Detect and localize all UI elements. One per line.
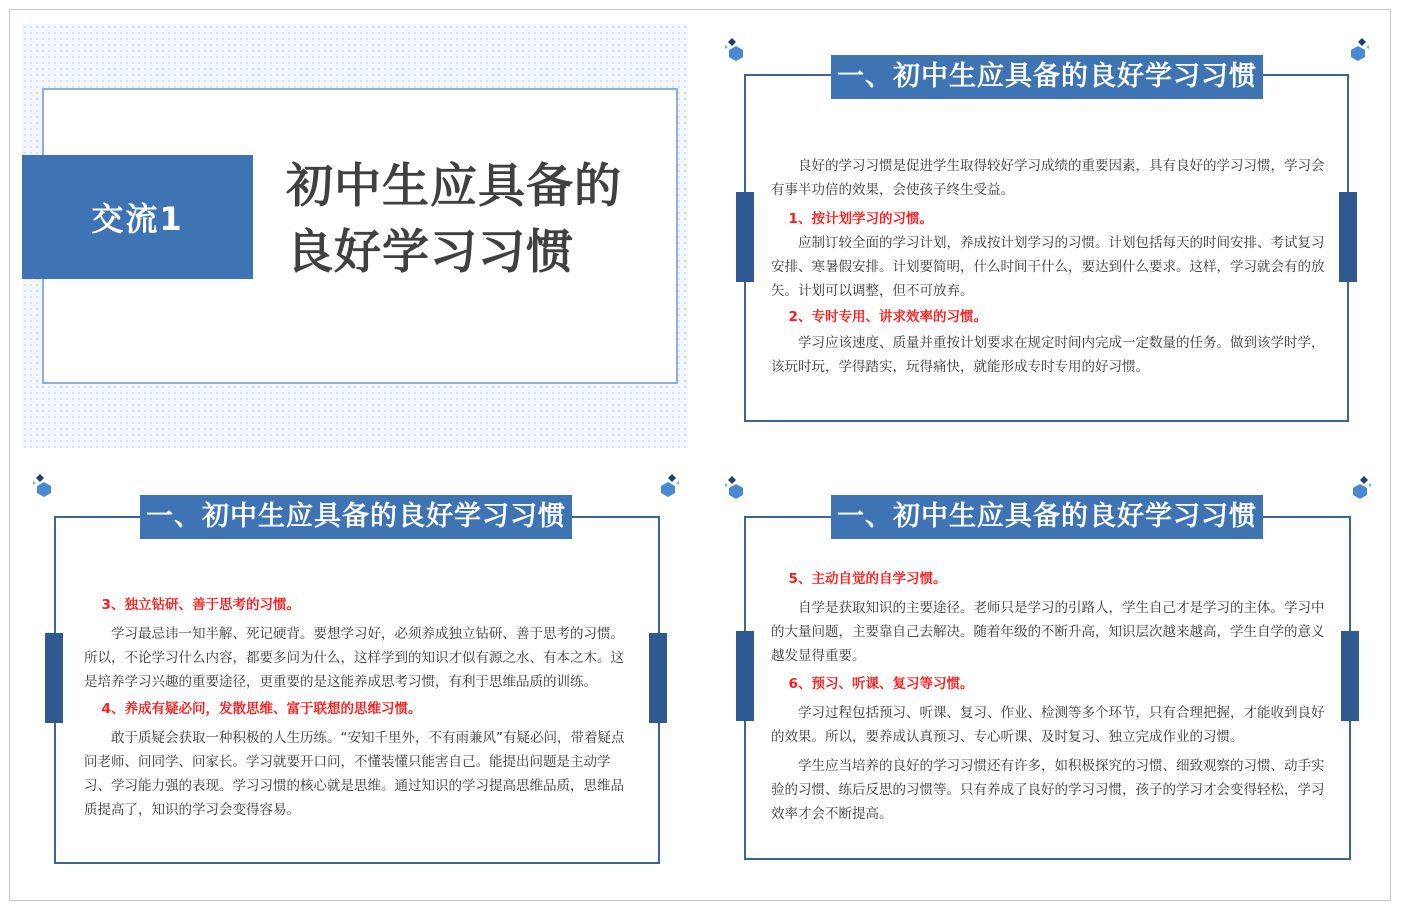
habit-heading-6: 6、预习、听课、复习等习惯。 bbox=[788, 676, 974, 692]
hexagon-decor-icon bbox=[1348, 474, 1374, 500]
habit-paragraph-6: 学习过程包括预习、听课、复习、作业、检测等多个环节，只有合理把握，才能收到良好的效果。所以，要养成认真预习、专心听课、及时复习、独立完成作业的习惯。 bbox=[771, 705, 1325, 745]
cover-title bbox=[286, 154, 666, 286]
habit-paragraph-2: 学习应该速度、质量并重按计划要求在规定时间内完成一定数量的任务。做到该学时学，该玩时玩，学得踏实，玩得痛快，就能形成专时专用的好习惯。 bbox=[771, 335, 1325, 375]
cover-title-line-2: 良好学习习惯 bbox=[286, 225, 574, 280]
slide-habits-1-2[interactable] bbox=[714, 24, 1380, 448]
intro-paragraph: 良好的学习习惯是促进学生取得较好学习成绩的重要因素，具有良好的学习习惯，学习会有事半功倍的效果，会使孩子终生受益。 bbox=[771, 158, 1325, 198]
cover-title-line-1: 初中生应具备的 bbox=[286, 159, 622, 214]
habit-heading-1: 1、按计划学习的习惯。 bbox=[788, 211, 933, 227]
slide-content bbox=[84, 593, 636, 822]
hexagon-decor-icon bbox=[1346, 36, 1372, 62]
slide-header: 一、初中生应具备的良好学习习惯 bbox=[831, 55, 1263, 99]
hexagon-decor-icon bbox=[30, 472, 56, 498]
slide-content bbox=[771, 154, 1325, 379]
slide-habits-5-6[interactable] bbox=[714, 466, 1380, 890]
hexagon-decor-icon bbox=[722, 36, 748, 62]
habit-paragraph-3: 学习最忌讳一知半解、死记硬背。要想学习好，必须养成独立钻研、善于思考的习惯。所以，不论学习什么内容，都要多问为什么，这样学到的知识才似有源之水、有本之木。这是培养学习兴趣的重要途径，更重要的是这能养成思考习惯，有利于思维品质的训练。 bbox=[84, 626, 624, 690]
slide-cover[interactable] bbox=[22, 24, 688, 448]
habit-paragraph-1: 应制订较全面的学习计划，养成按计划学习的习惯。计划包括每天的时间安排、考试复习安排、寒暑假安排。计划要简明，什么时间干什么，要达到什么要求。这样，学习就会有的放矢。计划可以调整，但不可放弃。 bbox=[771, 235, 1325, 299]
slide-habits-3-4[interactable] bbox=[22, 466, 688, 890]
habit-heading-5: 5、主动自觉的自学习惯。 bbox=[788, 571, 947, 587]
side-bar-right bbox=[1341, 631, 1359, 721]
habit-paragraph-4: 敢于质疑会获取一种积极的人生历练。“安知千里外，不有雨兼风”有疑必问，带着疑点问老师、问同学、问家长。学习就要开口问，不懂装懂只能害自己。能提出问题是主动学习、学习能力强的表现。学习习惯的核心就是思维。通过知识的学习提高思维品质，思维品质提高了，知识的学习会变得容易。 bbox=[84, 730, 625, 818]
slide-content bbox=[771, 567, 1325, 826]
habit-paragraph-5: 自学是获取知识的主要途径。老师只是学习的引路人，学生自己才是学习的主体。学习中的大量问题，主要靠自己去解决。随着年级的不断升高，知识层次越来越高，学生自学的意义越发显得重要。 bbox=[771, 600, 1325, 664]
habit-heading-3: 3、独立钻研、善于思考的习惯。 bbox=[101, 597, 300, 613]
side-bar-right bbox=[1339, 192, 1357, 282]
slide-header: 一、初中生应具备的良好学习习惯 bbox=[831, 495, 1263, 539]
slide-header: 一、初中生应具备的良好学习习惯 bbox=[140, 495, 572, 539]
habit-heading-2: 2、专时专用、讲求效率的习惯。 bbox=[788, 309, 987, 325]
closing-paragraph: 学生应当培养的良好的学习习惯还有许多，如积极探究的习惯、细致观察的习惯、动手实验的习惯、练后反思的习惯等。只有养成了良好的学习习惯，孩子的学习才会变得轻松，学习效率才会不断提高。 bbox=[771, 758, 1325, 822]
side-bar-left bbox=[45, 633, 63, 723]
section-tag: 交流1 bbox=[22, 155, 253, 279]
hexagon-decor-icon bbox=[656, 472, 682, 498]
side-bar-left bbox=[736, 192, 754, 282]
hexagon-decor-icon bbox=[722, 474, 748, 500]
habit-heading-4: 4、养成有疑必问，发散思维、富于联想的思维习惯。 bbox=[101, 701, 422, 717]
side-bar-left bbox=[736, 631, 754, 721]
side-bar-right bbox=[649, 633, 667, 723]
